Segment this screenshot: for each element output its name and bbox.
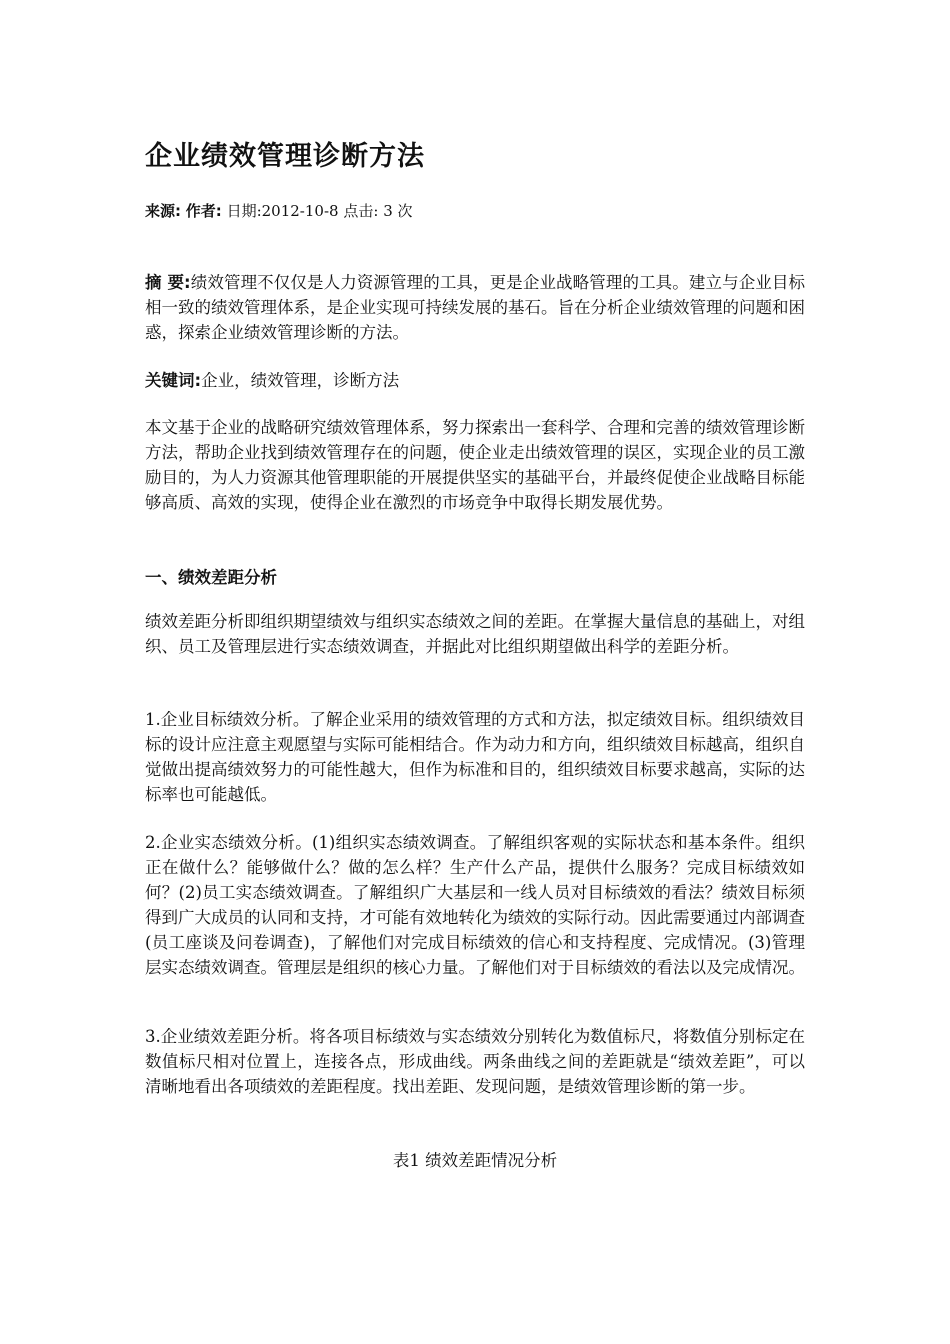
section-paragraph: 绩效差距分析即组织期望绩效与组织实态绩效之间的差距。在掌握大量信息的基础上，对组织、员工及管理层进行实态绩效调查，并据此对比组织期望做出科学的差距分析。 [145,612,805,656]
abstract-label: 摘 要: [145,273,191,292]
date-label: 日期: [226,202,262,220]
section-heading: 一、绩效差距分析 [145,568,277,587]
date-value: 2012-10-8 [261,202,339,220]
author-label: 作者: [185,202,222,220]
clicks-label: 点击: [343,202,379,220]
section-paragraph: 1.企业目标绩效分析。了解企业采用的绩效管理的方式和方法，拟定绩效目标。组织绩效目标的设计应注意主观愿望与实际可能相结合。作为动力和方向，组织绩效目标越高，组织自觉做出提高绩效努力的可能性越大，但作为标准和目的，组织绩效目标要求越高，实际的达标率也可能越低。 [145,710,805,804]
keywords-label: 关键词: [145,371,202,390]
table-caption: 表1 绩效差距情况分析 [392,1151,558,1170]
clicks-value: 3 [383,202,393,220]
abstract-text: 绩效管理不仅仅是人力资源管理的工具，更是企业战略管理的工具。建立与企业目标相一致的绩效管理体系，是企业实现可持续发展的基石。旨在分析企业绩效管理的问题和困惑，探索企业绩效管理诊断的方法。 [145,273,806,342]
page-title: 企业绩效管理诊断方法 [145,141,425,172]
section-paragraph: 2.企业实态绩效分析。(1)组织实态绩效调查。了解组织客观的实际状态和基本条件。组织正在做什么？能够做什么？做的怎么样？生产什么产品，提供什么服务？完成目标绩效如何？(2)员工实态绩效调查。了解组织广大基层和一线人员对目标绩效的看法？绩效目标须得到广大成员的认同和支持，才可能有效地转化为绩效的实际行动。因此需要通过内部调查(员工座谈及问卷调查)，了解他们对完成目标绩效的信心和支持程度、完成情况。(3)管理层实态绩效调查。管理层是组织的核心力量。了解他们对于目标绩效的看法以及完成情况。 [145,833,805,977]
keywords-text: 企业，绩效管理，诊断方法 [201,371,400,390]
intro-paragraph: 本文基于企业的战略研究绩效管理体系，努力探索出一套科学、合理和完善的绩效管理诊断方法，帮助企业找到绩效管理存在的问题，使企业走出绩效管理的误区，实现企业的员工激励目的，为人力资源其他管理职能的开展提供坚实的基础平台，并最终促使企业战略目标能够高质、高效的实现，使得企业在激烈的市场竞争中取得长期发展优势。 [145,418,805,512]
abstract-paragraph [145,270,805,345]
keywords-paragraph [145,368,805,393]
source-label: 来源: [145,202,181,220]
clicks-unit: 次 [397,202,413,220]
article-meta [145,200,413,221]
section-paragraph: 3.企业绩效差距分析。将各项目标绩效与实态绩效分别转化为数值标尺，将数值分别标定在数值标尺相对位置上，连接各点，形成曲线。两条曲线之间的差距就是“绩效差距”，可以清晰地看出各项绩效的差距程度。找出差距、发现问题，是绩效管理诊断的第一步。 [145,1027,805,1096]
